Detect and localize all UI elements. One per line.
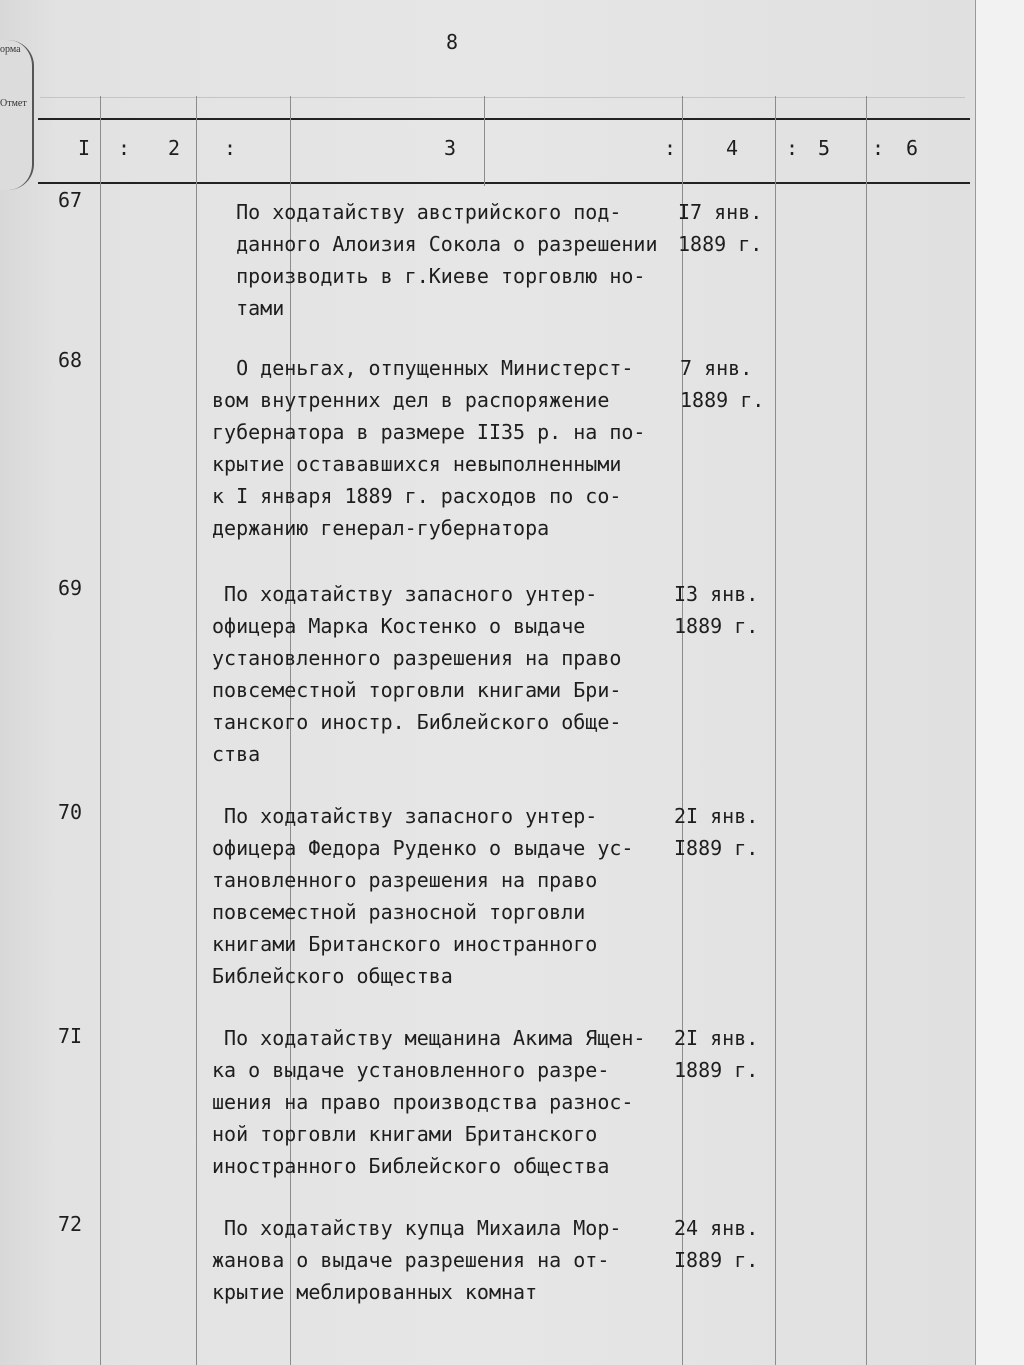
- header-separator: :: [872, 136, 885, 160]
- faint-rule: [40, 97, 965, 98]
- underlying-sheet-label: орма: [0, 44, 21, 55]
- record-date: [678, 196, 762, 260]
- page-edge: [975, 0, 1024, 1365]
- record-date: [674, 800, 758, 864]
- record-date-line: 1889 г.: [678, 232, 763, 256]
- record-line: производить в г.Киеве торговлю но-: [212, 264, 646, 288]
- column-line: [775, 96, 776, 1365]
- record-number: 68: [58, 348, 83, 372]
- page-number: 8: [446, 30, 459, 54]
- record-description: [212, 196, 682, 324]
- record-line: повсеместной торговли книгами Бри-: [212, 678, 622, 702]
- record-line: ной торговли книгами Британского: [212, 1122, 598, 1146]
- column-line: [196, 96, 197, 1365]
- underlying-sheet-tab: [0, 40, 34, 190]
- record-line: По ходатайству купца Михаила Мор-: [212, 1216, 622, 1240]
- record-line: держанию генерал-губернатора: [212, 516, 550, 540]
- record-description: [212, 1212, 682, 1308]
- record-line: крытие меблированных комнат: [212, 1280, 538, 1304]
- header-column-number: I: [78, 136, 91, 160]
- record-line: жанова о выдаче разрешения на от-: [212, 1248, 610, 1272]
- record-line: шения на право производства разнос-: [212, 1090, 634, 1114]
- header-column-number: 4: [726, 136, 739, 160]
- record-line: установленного разрешения на право: [212, 646, 622, 670]
- record-line: данного Алоизия Сокола о разрешении: [212, 232, 658, 256]
- record-date-line: I7 янв.: [678, 200, 763, 224]
- record-date-line: I889 г.: [674, 1248, 759, 1272]
- record-line: офицера Федора Руденко о выдаче ус-: [212, 836, 634, 860]
- record-line: тановленного разрешения на право: [212, 868, 598, 892]
- record-number: 72: [58, 1212, 83, 1236]
- record-number: 70: [58, 800, 83, 824]
- record-description: [212, 1022, 682, 1182]
- column-line: [484, 96, 485, 186]
- record-line: О деньгах, отпущенных Министерст-: [212, 356, 634, 380]
- header-separator: :: [664, 136, 677, 160]
- record-description: [212, 800, 682, 992]
- header-bottom-rule: [38, 182, 970, 184]
- header-separator: :: [118, 136, 131, 160]
- record-line: танского иностр. Библейского обще-: [212, 710, 622, 734]
- record-line: тами: [212, 296, 285, 320]
- column-line: [866, 96, 867, 1365]
- record-date: [680, 352, 764, 416]
- record-date-line: 1889 г.: [680, 388, 765, 412]
- record-line: иностранного Библейского общества: [212, 1154, 610, 1178]
- record-date-line: 7 янв.: [680, 356, 753, 380]
- column-line: [682, 96, 683, 1365]
- column-line: [100, 96, 101, 1365]
- record-line: По ходатайству запасного унтер-: [212, 804, 598, 828]
- header-separator: :: [786, 136, 799, 160]
- record-number: 67: [58, 188, 83, 212]
- record-line: повсеместной разносной торговли: [212, 900, 586, 924]
- record-line: офицера Марка Костенко о выдаче: [212, 614, 586, 638]
- header-separator: :: [224, 136, 237, 160]
- record-line: По ходатайству запасного унтер-: [212, 582, 598, 606]
- record-date-line: 24 янв.: [674, 1216, 759, 1240]
- record-description: [212, 578, 682, 770]
- record-line: Библейского общества: [212, 964, 453, 988]
- header-column-number: 6: [906, 136, 919, 160]
- record-line: По ходатайству мещанина Акима Ящен-: [212, 1026, 646, 1050]
- record-date-line: 1889 г.: [674, 1058, 759, 1082]
- record-date-line: 1889 г.: [674, 614, 759, 638]
- record-line: ка о выдаче установленного разре-: [212, 1058, 610, 1082]
- record-date: [674, 1212, 758, 1276]
- record-line: к I января 1889 г. расходов по со-: [212, 484, 622, 508]
- record-line: книгами Британского иностранного: [212, 932, 598, 956]
- record-line: ства: [212, 742, 261, 766]
- header-column-number: 5: [818, 136, 831, 160]
- header-column-number: 3: [444, 136, 457, 160]
- record-line: крытие остававшихся невыполненными: [212, 452, 622, 476]
- record-date-line: I3 янв.: [674, 582, 759, 606]
- record-date-line: I889 г.: [674, 836, 759, 860]
- record-date: [674, 1022, 758, 1086]
- record-date-line: 2I янв.: [674, 1026, 759, 1050]
- record-line: губернатора в размере II35 р. на по-: [212, 420, 646, 444]
- record-line: вом внутренних дел в распоряжение: [212, 388, 610, 412]
- header-column-number: 2: [168, 136, 181, 160]
- record-date-line: 2I янв.: [674, 804, 759, 828]
- underlying-sheet-label: Отмет: [0, 98, 27, 109]
- record-line: По ходатайству австрийского под-: [212, 200, 622, 224]
- header-top-rule: [38, 118, 970, 120]
- record-number: 69: [58, 576, 83, 600]
- record-description: [212, 352, 682, 544]
- record-number: 7I: [58, 1024, 83, 1048]
- record-date: [674, 578, 758, 642]
